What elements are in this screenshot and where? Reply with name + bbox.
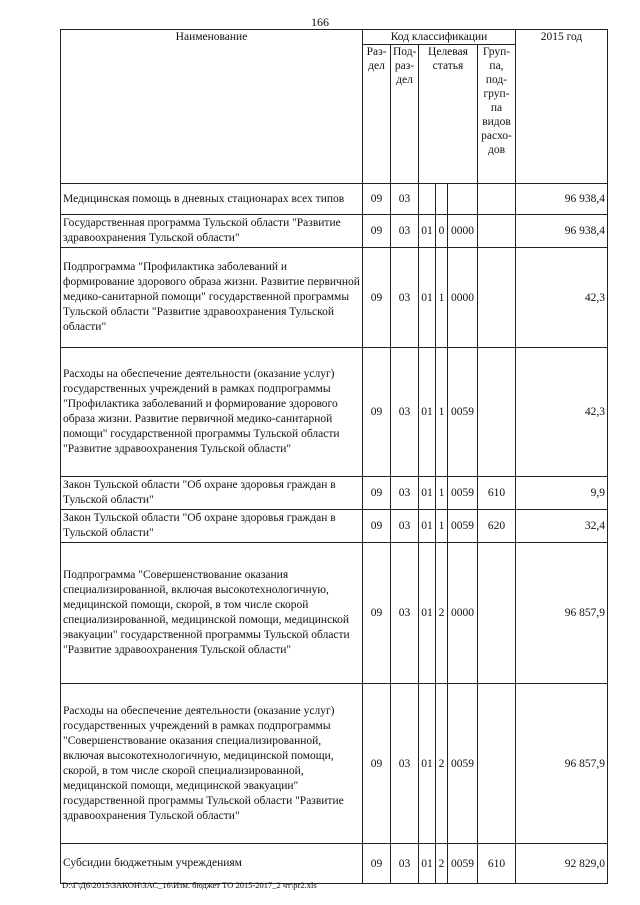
row-podrazdel: 03 bbox=[391, 215, 419, 248]
header-year: 2015 год bbox=[516, 30, 608, 184]
row-target-code: 0059 bbox=[448, 510, 478, 543]
header-target: Целевая статья bbox=[419, 45, 478, 184]
row-expense-group: 610 bbox=[478, 844, 516, 884]
table-row bbox=[61, 248, 608, 348]
row-target-program: 01 bbox=[419, 684, 436, 844]
budget-table bbox=[60, 29, 608, 884]
row-target-subprogram: 2 bbox=[436, 684, 448, 844]
row-razdel: 09 bbox=[363, 510, 391, 543]
row-amount: 96 857,9 bbox=[516, 543, 608, 684]
row-name: Расходы на обеспечение деятельности (оказание услуг) государственных учреждений в рамках подпрограммы "Совершенствование оказания специализированной, включая высокотехнологичную, медицинской помощи, скорой, в том числе скорой специализированной, медицинской помощи, медицинской эвакуации" государственной программы Тульской области "Развитие здравоохранения Тульской области" bbox=[61, 684, 363, 844]
row-name: Субсидии бюджетным учреждениям bbox=[61, 844, 363, 884]
row-target-subprogram: 2 bbox=[436, 543, 448, 684]
table-row bbox=[61, 684, 608, 844]
row-name: Расходы на обеспечение деятельности (оказание услуг) государственных учреждений в рамках подпрограммы "Профилактика заболеваний и формирование здорового образа жизни. Развитие первичной медико-санитарной помощи" государственной программы Тульской области "Развитие здравоохранения Тульской области" bbox=[61, 348, 363, 477]
row-target-subprogram bbox=[436, 184, 448, 215]
table-row bbox=[61, 184, 608, 215]
table-row bbox=[61, 215, 608, 248]
row-podrazdel: 03 bbox=[391, 348, 419, 477]
row-amount: 96 857,9 bbox=[516, 684, 608, 844]
row-amount: 9,9 bbox=[516, 477, 608, 510]
row-razdel: 09 bbox=[363, 215, 391, 248]
row-amount: 32,4 bbox=[516, 510, 608, 543]
row-amount: 42,3 bbox=[516, 248, 608, 348]
row-target-program: 01 bbox=[419, 215, 436, 248]
row-target-code: 0000 bbox=[448, 248, 478, 348]
row-target-code bbox=[448, 184, 478, 215]
row-target-program: 01 bbox=[419, 348, 436, 477]
row-target-subprogram: 0 bbox=[436, 215, 448, 248]
row-podrazdel: 03 bbox=[391, 477, 419, 510]
row-expense-group bbox=[478, 543, 516, 684]
row-podrazdel: 03 bbox=[391, 184, 419, 215]
row-target-code: 0059 bbox=[448, 844, 478, 884]
row-expense-group bbox=[478, 684, 516, 844]
row-razdel: 09 bbox=[363, 684, 391, 844]
row-name: Подпрограмма "Совершенствование оказания специализированной, включая высокотехнологичную, медицинской помощи, скорой, в том числе скорой специализированной, медицинской помощи, медицинской эвакуации" государственной программы Тульской области "Развитие здравоохранения Тульской области" bbox=[61, 543, 363, 684]
row-target-program: 01 bbox=[419, 543, 436, 684]
row-target-code: 0059 bbox=[448, 348, 478, 477]
row-target-program: 01 bbox=[419, 477, 436, 510]
header-razdel: Раз- дел bbox=[363, 45, 391, 184]
header-name: Наименование bbox=[61, 30, 363, 184]
row-amount: 96 938,4 bbox=[516, 215, 608, 248]
row-target-program: 01 bbox=[419, 248, 436, 348]
row-target-code: 0000 bbox=[448, 543, 478, 684]
row-target-program: 01 bbox=[419, 844, 436, 884]
table-row bbox=[61, 348, 608, 477]
header-podrazdel: Под- раз- дел bbox=[391, 45, 419, 184]
row-razdel: 09 bbox=[363, 543, 391, 684]
row-target-program: 01 bbox=[419, 510, 436, 543]
row-name: Закон Тульской области "Об охране здоровья граждан в Тульской области" bbox=[61, 477, 363, 510]
row-name: Подпрограмма "Профилактика заболеваний и формирование здорового образа жизни. Развитие первичной медико-санитарной помощи" государственной программы Тульской области "Развитие здравоохранения Тульской области" bbox=[61, 248, 363, 348]
table-row bbox=[61, 510, 608, 543]
row-amount: 96 938,4 bbox=[516, 184, 608, 215]
row-expense-group: 610 bbox=[478, 477, 516, 510]
page-number: 166 bbox=[311, 15, 329, 29]
row-expense-group bbox=[478, 348, 516, 477]
row-podrazdel: 03 bbox=[391, 543, 419, 684]
header-row-top bbox=[61, 30, 608, 45]
row-expense-group bbox=[478, 215, 516, 248]
table-row bbox=[61, 844, 608, 884]
row-target-code: 0059 bbox=[448, 684, 478, 844]
row-podrazdel: 03 bbox=[391, 510, 419, 543]
row-podrazdel: 03 bbox=[391, 844, 419, 884]
row-podrazdel: 03 bbox=[391, 684, 419, 844]
table-row bbox=[61, 477, 608, 510]
row-razdel: 09 bbox=[363, 844, 391, 884]
row-razdel: 09 bbox=[363, 248, 391, 348]
row-name: Государственная программа Тульской области "Развитие здравоохранения Тульской области" bbox=[61, 215, 363, 248]
row-target-subprogram: 1 bbox=[436, 510, 448, 543]
row-name: Медицинская помощь в дневных стационарах всех типов bbox=[61, 184, 363, 215]
row-target-subprogram: 1 bbox=[436, 348, 448, 477]
row-target-program bbox=[419, 184, 436, 215]
row-podrazdel: 03 bbox=[391, 248, 419, 348]
row-target-subprogram: 2 bbox=[436, 844, 448, 884]
header-classification: Код классификации bbox=[363, 30, 516, 45]
row-target-code: 0059 bbox=[448, 477, 478, 510]
row-amount: 92 829,0 bbox=[516, 844, 608, 884]
row-razdel: 09 bbox=[363, 348, 391, 477]
row-target-subprogram: 1 bbox=[436, 248, 448, 348]
row-razdel: 09 bbox=[363, 477, 391, 510]
row-amount: 42,3 bbox=[516, 348, 608, 477]
row-name: Закон Тульской области "Об охране здоровья граждан в Тульской области" bbox=[61, 510, 363, 543]
row-razdel: 09 bbox=[363, 184, 391, 215]
row-expense-group bbox=[478, 184, 516, 215]
table-row bbox=[61, 543, 608, 684]
header-group: Груп- па, под- груп- па видов расхо- дов bbox=[478, 45, 516, 184]
row-target-subprogram: 1 bbox=[436, 477, 448, 510]
row-expense-group: 620 bbox=[478, 510, 516, 543]
row-target-code: 0000 bbox=[448, 215, 478, 248]
row-expense-group bbox=[478, 248, 516, 348]
file-path-footer: D:\Г\Д6\2015\ЗАКОН\ЗАС_16\Изм. бюджет ТО 2015-2017_2 чт\pr2.xls bbox=[62, 880, 317, 890]
